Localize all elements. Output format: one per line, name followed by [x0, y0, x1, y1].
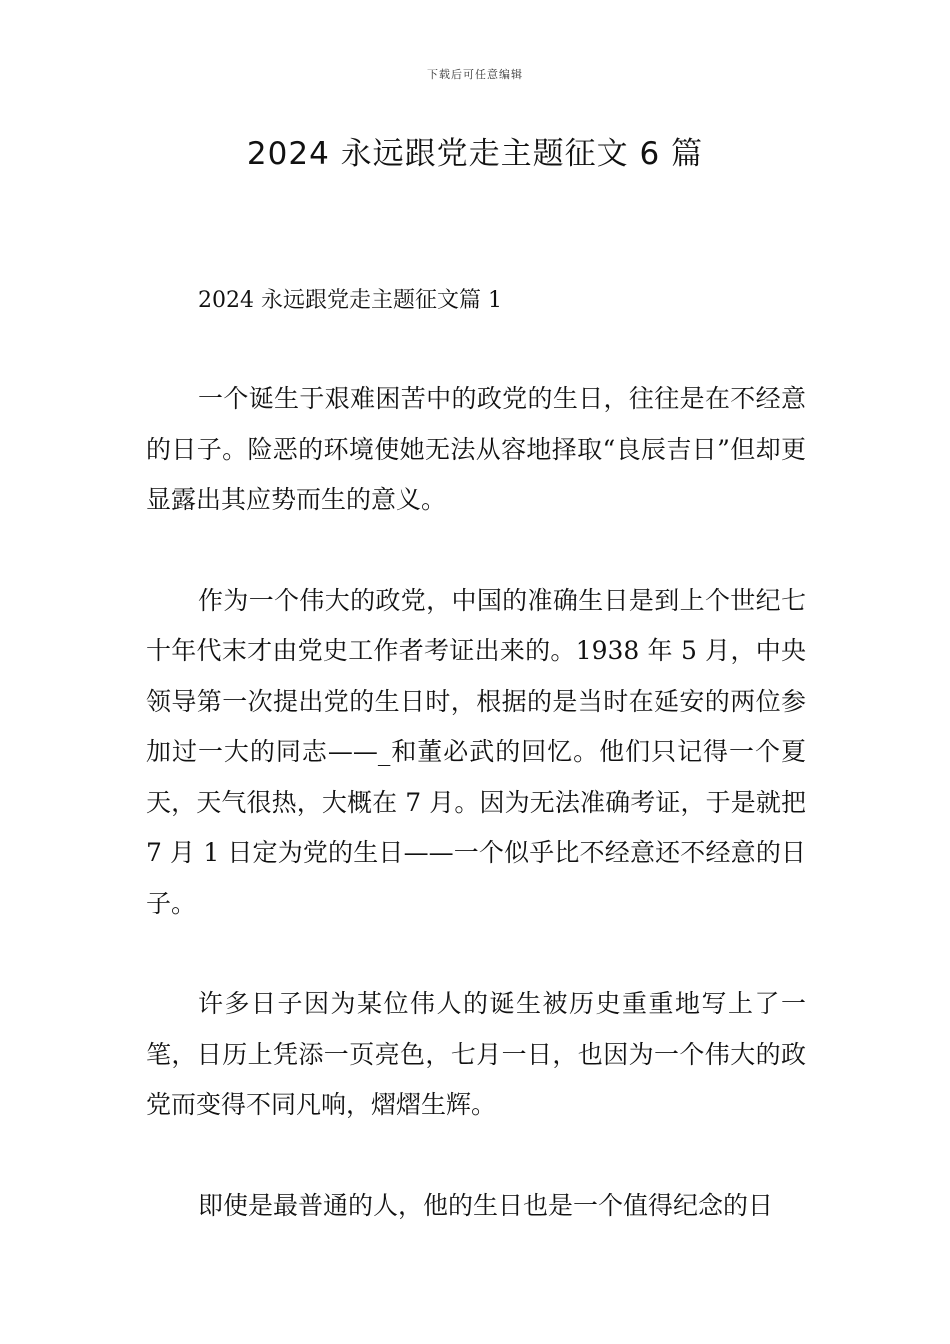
document-title: 2024 永远跟党走主题征文 6 篇 — [246, 136, 704, 172]
header-note: 下载后可任意编辑 — [427, 68, 523, 81]
paragraph-2: 作为一个伟大的政党，中国的准确生日是到上个世纪七十年代末才由党史工作者考证出来的。1938 年 5 月，中央领导第一次提出党的生日时，根据的是当时在延安的两位参加过一大的同志——_和董必武的回忆。他们只记得一个夏天，天气很热，大概在 7 月。因为无法准确考证，于是就把 7 月 1 日定为党的生日——一个似乎比不经意还不经意的日子。 — [146, 585, 806, 918]
paragraph-4: 即使是最普通的人，他的生日也是一个值得纪念的日 — [198, 1190, 774, 1220]
paragraph-1: 一个诞生于艰难困苦中的政党的生日，往往是在不经意的日子。险恶的环境使她无法从容地择取“良辰吉日”但却更显露出其应势而生的意义。 — [146, 384, 806, 514]
paragraph-3: 许多日子因为某位伟人的诞生被历史重重地写上了一笔，日历上凭添一页亮色，七月一日，也因为一个伟大的政党而变得不同凡响，熠熠生辉。 — [146, 989, 806, 1119]
section-heading: 2024 永远跟党走主题征文篇 1 — [198, 288, 502, 313]
document-body — [146, 282, 806, 1281]
